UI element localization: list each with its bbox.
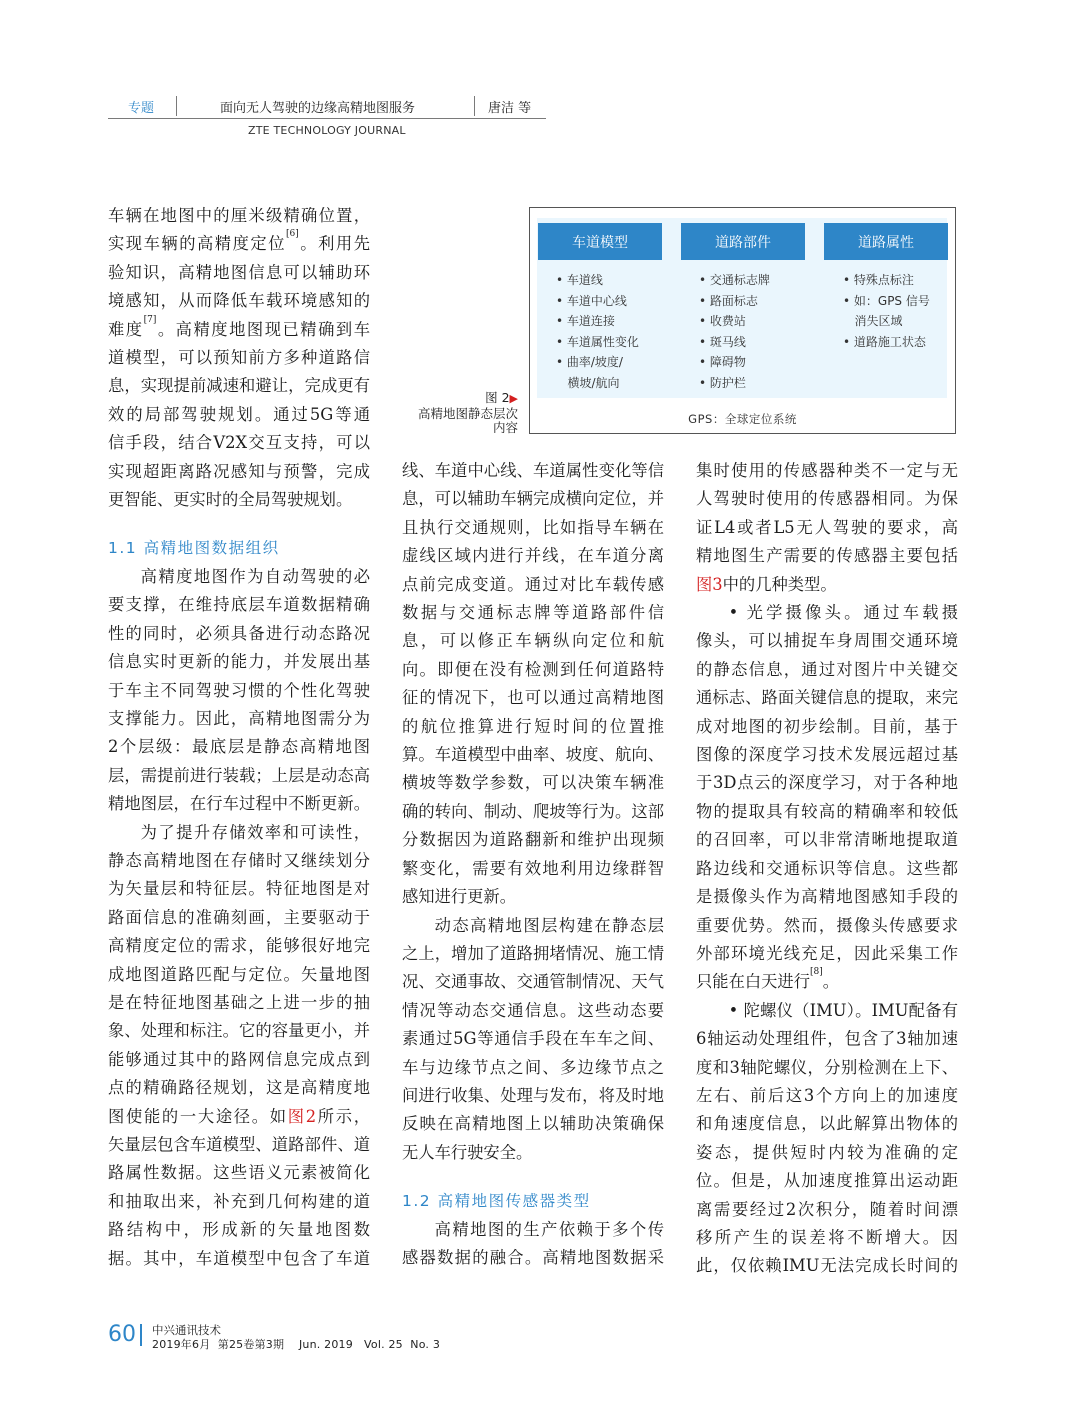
figure-list-item: • 防护栏 xyxy=(699,375,746,390)
text-line: 效的局部驾驶规划。通过5G等通 xyxy=(108,404,370,424)
text-line: 实现车辆的高精度定位 xyxy=(108,234,287,254)
text-line: 人驾驶时使用的传感器相同。为保 xyxy=(696,489,958,509)
text-line: 。高精度地图现已精确到车 xyxy=(156,319,370,339)
text-line: • 光学摄像头。通过车载摄 xyxy=(728,603,958,623)
text-line: 信手段，结合V2X交互支持，可以 xyxy=(108,433,370,453)
header-section-tag: 专题 xyxy=(128,101,155,116)
text-line: 精地图生产需要的传感器主要包括 xyxy=(696,546,958,566)
text-line: 动态高精地图层构建在静态层 xyxy=(434,915,664,935)
text-line: 感知进行更新。 xyxy=(402,887,516,907)
text-line: 横坡等数学参数，可以决策车辆准 xyxy=(402,773,664,793)
footer-issue-info: 2019年6月 第25卷第3期 Jun. 2019 Vol. 25 No. 3 xyxy=(152,1338,441,1351)
figure-list-item: • 曲率/坡度/ xyxy=(556,355,623,369)
figure-2-number: 图 2 xyxy=(485,390,510,405)
text-line: 车与边缘节点之间、多边缘节点之 xyxy=(402,1057,664,1077)
text-line: 象、处理和标注。它的容量更小，并 xyxy=(108,1021,370,1041)
text-line: 难度 xyxy=(108,319,144,339)
figure-list-item: • 车道线 xyxy=(556,273,603,287)
text-line: 反映在高精地图上以辅助决策确保 xyxy=(402,1114,664,1134)
text-line: 确的转向、制动、爬坡等行为。这部 xyxy=(402,801,664,821)
figure-list-item: • 路面标志 xyxy=(699,293,758,308)
figure-list-item: • 收费站 xyxy=(699,314,746,328)
page-number: 60 xyxy=(108,1322,136,1347)
text-line: 更智能、更实时的全局驾驶规划。 xyxy=(108,490,353,510)
header-author: 唐洁 等 xyxy=(488,101,532,116)
text-line: 于3D点云的深度学习，对于各种地 xyxy=(696,773,958,793)
text-line: 的航位推算进行短时间的位置推 xyxy=(402,716,664,736)
text-line: 外部环境光线充足，因此采集工作 xyxy=(696,943,958,963)
text-line: 息，实现提前减速和避让，完成更有 xyxy=(108,376,370,396)
header-rule xyxy=(108,118,546,119)
text-line: 点的精确路径规划，这是高精度地 xyxy=(108,1078,370,1098)
body-column-2 xyxy=(402,457,664,1272)
text-line: 息，可以辅助车辆完成横向定位，并 xyxy=(402,489,664,509)
figure-list-item: • 如：GPS 信号 xyxy=(843,293,930,308)
header-separator xyxy=(474,96,475,116)
text-line: 物的提取具有较高的精确率和较低 xyxy=(696,801,958,821)
text-line: 集时使用的传感器种类不一定与无 xyxy=(696,461,958,480)
text-line: 道模型，可以预知前方多种道路信 xyxy=(108,348,370,368)
figure-list-item: • 车道连接 xyxy=(556,314,615,328)
figure-list-item: • 车道中心线 xyxy=(556,293,627,308)
text-line: 路结构中，形成新的矢量地图数 xyxy=(108,1220,370,1240)
caption-arrow-icon: ▶ xyxy=(509,392,518,405)
text-line: 间进行收集、处理与发布，将及时地 xyxy=(402,1085,664,1105)
text-line: 矢量层包含车道模型、道路部件、道 xyxy=(108,1135,370,1154)
text-line: 通标志、路面关键信息的提取，来完 xyxy=(696,688,958,708)
figure-3-link[interactable]: 图3 xyxy=(696,574,723,594)
text-line: 移所产生的误差将不断增大。因 xyxy=(696,1227,958,1247)
text-line: 。 xyxy=(822,972,840,992)
text-line: 据。其中，车道模型中包含了车道 xyxy=(108,1248,370,1268)
text-line: 重要优势。然而，摄像头传感要求 xyxy=(696,915,958,935)
text-line: 为了提升存储效率和可读性， xyxy=(140,822,370,842)
text-line: 所示， xyxy=(316,1106,370,1126)
text-line: 层，需提前进行装载；上层是动态高 xyxy=(108,765,370,785)
figure-box-lane-model-title: 车道模型 xyxy=(538,223,662,260)
text-line: 之上，增加了道路拥堵情况、施工情 xyxy=(402,943,664,963)
figure-list-item: • 特殊点标注 xyxy=(843,273,914,287)
figure-list-item: 消失区域 xyxy=(843,314,903,328)
text-line: • 陀螺仪（IMU）。IMU配备有 xyxy=(728,1000,958,1020)
text-line: 性的同时，必须具备进行动态路况 xyxy=(108,623,370,643)
text-line: 繁变化，需要有效地利用边缘群智 xyxy=(402,858,664,878)
text-line: 验知识，高精地图信息可以辅助环 xyxy=(108,262,370,282)
figure-list-item: • 障碍物 xyxy=(699,355,746,369)
figure-box-lane-model-list xyxy=(556,270,639,393)
text-line: 要支撑，在维持底层车道数据精确 xyxy=(108,595,370,615)
text-line: 素通过5G等通信手段在车车之间、 xyxy=(402,1029,664,1049)
figure-2-caption-line: 内容 xyxy=(492,420,518,435)
figure-box-road-parts-list xyxy=(699,270,770,393)
text-line: 的静态信息，通过对图片中关键交 xyxy=(696,659,958,679)
figure-list-item: • 道路施工状态 xyxy=(843,334,926,349)
header-article-title: 面向无人驾驶的边缘高精地图服务 xyxy=(220,101,416,116)
text-line: 2个层级：最底层是静态高精地图 xyxy=(108,737,370,757)
text-line: 是在特征地图基础之上进一步的抽 xyxy=(108,992,370,1012)
text-line: 算。车道模型中曲率、坡度、航向、 xyxy=(402,745,664,765)
text-line: 实现超距离路况感知与预警，完成 xyxy=(108,461,370,481)
text-line: 精地图层，在行车过程中不断更新。 xyxy=(108,794,370,814)
figure-list-item: • 斑马线 xyxy=(699,334,746,349)
text-line: 是摄像头作为高精地图感知手段的 xyxy=(696,887,958,907)
text-line: 信息实时更新的能力，并发展出基 xyxy=(108,652,370,672)
text-line: 和抽取出来，补充到几何构建的道 xyxy=(108,1191,370,1211)
text-line: 的召回率，可以非常清晰地提取道 xyxy=(696,830,958,850)
text-line: 像头，可以捕捉车身周围交通环境 xyxy=(696,631,958,651)
text-line: 和角速度信息，以此解算出物体的 xyxy=(696,1114,958,1134)
body-column-3 xyxy=(696,457,958,1281)
figure-list-item: 横坡/航向 xyxy=(556,375,620,390)
header-separator xyxy=(176,96,177,116)
text-line: 息，可以修正车辆纵向定位和航 xyxy=(402,631,664,651)
text-line: 离需要经过2次积分，随着时间漂 xyxy=(696,1199,958,1219)
citation-ref: [8] xyxy=(809,967,823,978)
text-line: 虚线区域内进行并线，在车道分离 xyxy=(402,546,664,566)
text-line: 6轴运动处理组件，包含了3轴加速 xyxy=(696,1029,958,1049)
text-line: 况、交通事故、交通管制情况、天气 xyxy=(402,972,664,992)
text-line: 高精度地图作为自动驾驶的必 xyxy=(140,566,370,586)
text-line: 且执行交通规则，比如指导车辆在 xyxy=(402,517,664,537)
text-line: 情况等动态交通信息。这些动态要 xyxy=(402,1000,664,1020)
text-line: 线、车道中心线、车道属性变化等信 xyxy=(402,461,664,480)
section-heading-1-1: 1.1 高精地图数据组织 xyxy=(108,539,280,558)
figure-list-item: • 交通标志牌 xyxy=(699,273,770,287)
text-line: 向。即便在没有检测到任何道路特 xyxy=(402,659,664,679)
text-line: 左右、前后这3个方向上的加速度 xyxy=(696,1085,958,1105)
text-line: 为矢量层和特征层。特征地图是对 xyxy=(108,879,370,899)
figure-2-caption-line: 高精地图静态层次 xyxy=(417,405,518,421)
figure-2-caption xyxy=(418,391,518,436)
text-line: 支撑能力。因此，高精地图需分为 xyxy=(108,708,370,728)
text-line: 路属性数据。这些语义元素被简化 xyxy=(108,1163,370,1183)
text-line: 成地图道路匹配与定位。矢量地图 xyxy=(108,964,370,984)
text-line: 度和3轴陀螺仪，分别检测在上下、 xyxy=(696,1057,958,1077)
text-line: 无人车行驶安全。 xyxy=(402,1142,533,1162)
text-line: 能够通过其中的路网信息完成点到 xyxy=(108,1049,370,1069)
text-line: 高精地图的生产依赖于多个传 xyxy=(434,1219,664,1239)
text-line: 成对地图的初步绘制。目前，基于 xyxy=(696,716,958,736)
text-line: 位。但是，从加速度推算出运动距 xyxy=(696,1171,958,1191)
text-line: 分数据因为道路翻新和维护出现频 xyxy=(402,830,664,850)
citation-ref: [7] xyxy=(143,314,157,325)
text-line: 。利用先 xyxy=(298,234,370,254)
text-line: 静态高精地图在存储时又继续划分 xyxy=(108,850,370,870)
citation-ref: [6] xyxy=(286,229,299,240)
text-line: 路面信息的准确刻画，主要驱动于 xyxy=(108,907,370,927)
figure-list-item: • 车道属性变化 xyxy=(556,334,639,349)
text-line: 感器数据的融合。高精地图数据采 xyxy=(402,1247,664,1267)
text-line: 境感知，从而降低车载环境感知的 xyxy=(108,291,370,311)
footer-journal-name: 中兴通讯技术 xyxy=(152,1323,221,1337)
text-line: 征的情况下，也可以通过高精地图 xyxy=(402,688,664,708)
footer-bar xyxy=(140,1324,142,1346)
text-line: 点前完成变道。通过对比车载传感 xyxy=(402,574,664,594)
text-line: 姿态，提供短时内较为准确的定 xyxy=(696,1142,958,1162)
text-line: 图使能的一大途径。如 xyxy=(108,1106,288,1126)
text-line: 于车主不同驾驶习惯的个性化驾驶 xyxy=(108,680,370,700)
figure-box-road-attributes-list xyxy=(843,270,930,352)
body-column-1 xyxy=(108,202,370,1273)
figure-2-link[interactable]: 图2 xyxy=(287,1106,317,1126)
text-line: 高精度定位的需求，能够很好地完 xyxy=(108,936,370,956)
text-line: 图像的深度学习技术发展远超过基 xyxy=(696,745,958,765)
text-line: 只能在白天进行 xyxy=(696,972,810,992)
text-line: 数据与交通标志牌等道路部件信 xyxy=(402,603,664,623)
text-line: 中的几种类型。 xyxy=(722,574,837,594)
figure-box-road-attributes-title: 道路属性 xyxy=(824,223,948,260)
figure-2-footnote: GPS：全球定位系统 xyxy=(688,412,797,426)
text-line: 路边线和交通标识等信息。这些都 xyxy=(696,858,958,878)
header-journal-name: ZTE TECHNOLOGY JOURNAL xyxy=(248,124,406,137)
text-line: 车辆在地图中的厘米级精确位置， xyxy=(108,206,370,225)
section-heading-1-2: 1.2 高精地图传感器类型 xyxy=(402,1192,591,1211)
text-line: 证L4或者L5无人驾驶的要求，高 xyxy=(696,517,958,537)
figure-box-road-parts-title: 道路部件 xyxy=(681,223,805,260)
text-line: 此，仅依赖IMU无法完成长时间的 xyxy=(696,1256,958,1276)
